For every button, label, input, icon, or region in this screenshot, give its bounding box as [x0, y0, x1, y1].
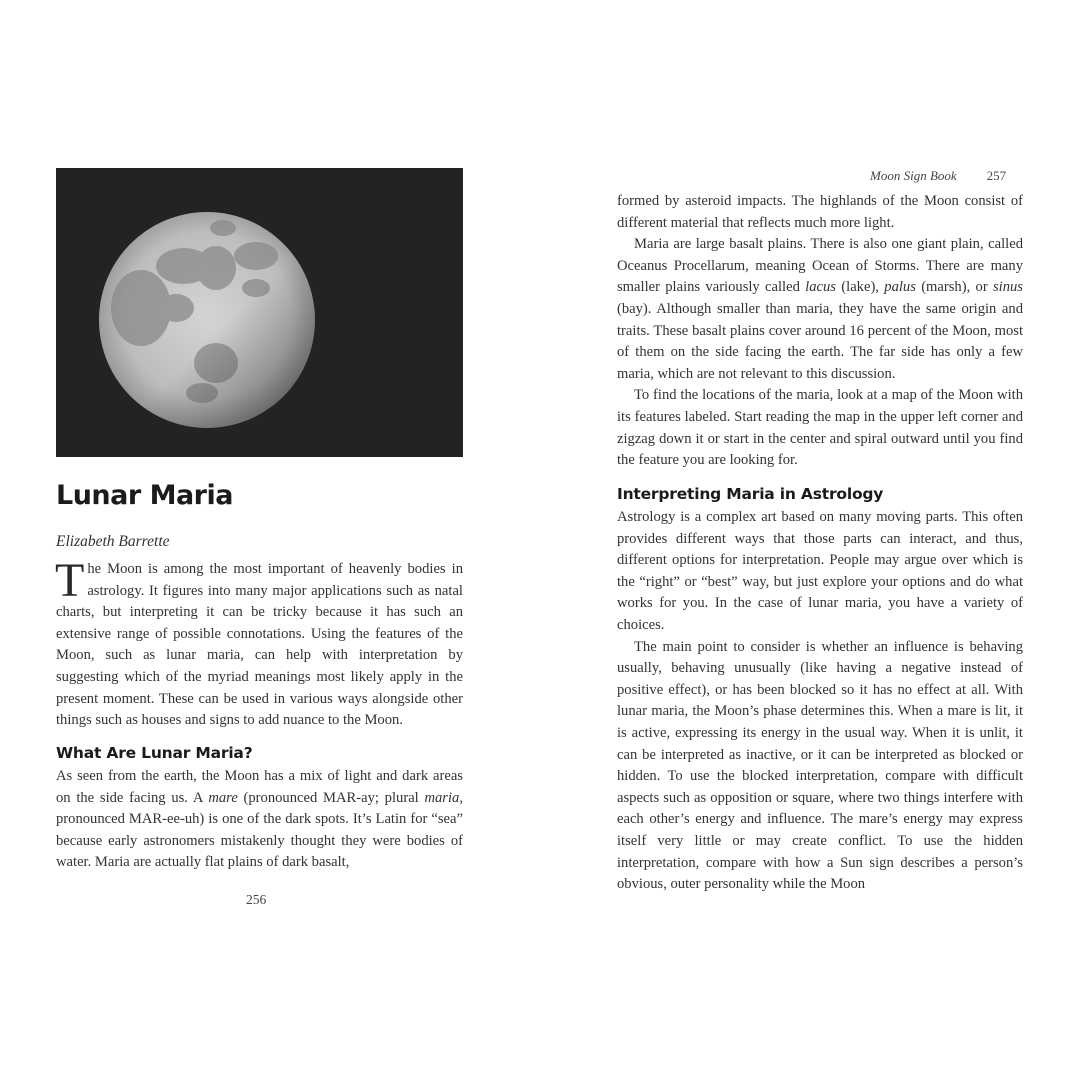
page-number-left: 256 [246, 892, 267, 907]
paragraph-astrology-complex: Astrology is a complex art based on many moving parts. This often provides different ways that those parts can interact, and thus, different options for interpretation. People may argue over which is the “right” or “best” way, but just explore your options and do what works for you. In the case of lunar maria, you have a variety of choices. [617, 509, 1023, 633]
right-page-body-top [617, 191, 1023, 472]
paragraph-continuation: formed by asteroid impacts. The highlands of the Moon consist of different material that reflects much more light. [617, 193, 1023, 231]
what-are-maria-paragraph: As seen from the earth, the Moon has a mix of light and dark areas on the side facing us. A mare (pronounced MAR-ay; plural maria, pronounced MAR-ee-uh) is one of the dark spots. It’s Latin for “sea” because early astronomers mistakenly thought they were bodies of water. Maria are actually flat plains of dark basalt, [56, 768, 463, 871]
section-heading-what-are-lunar-maria: What Are Lunar Maria? [56, 744, 253, 762]
right-page-body-bottom [617, 507, 1023, 896]
section-heading-interpreting-maria: Interpreting Maria in Astrology [617, 485, 884, 503]
paragraph-find-locations: To find the locations of the maria, look at a map of the Moon with its features labeled. Start reading the map in the upper left corner and zigzag down it or start in the center and spiral outward until you find the feature you are looking for. [617, 387, 1023, 469]
paragraph-main-point: The main point to consider is whether an influence is behaving usually, behaving unusually (like having a negative instead of positive effect), or has been blocked so it has no effect at all. With lunar maria, the Moon’s phase determines this. When a mare is lit, it is active, expressing its energy in the usual way. When it is unlit, it can be interpreted as inactive, or it can be interpreted as blocked or hidden. To use the blocked interpretation, compare with difficult aspects such as opposition or square, where two things interfere with each other’s energy and influence. The mare’s energy may express itself very little or may create conflict. To use the hidden interpretation, compare with how a Sun sign describes a person’s obvious, outer personality while the Moon [617, 638, 1023, 893]
paragraph-basalt-plains: Maria are large basalt plains. There is also one giant plain, called Oceanus Procellarum, meaning Ocean of Storms. There are many smaller plains variously called lacus (lake), palus (marsh), or sinus (bay). Although smaller than maria, they have the same origin and traits. These basalt plains cover around 16 percent of the Moon, most of them on the side facing the earth. The far side has only a few maria, which are not relevant to this discussion. [617, 236, 1023, 382]
running-head-title: Moon Sign Book [870, 168, 957, 183]
author-byline: Elizabeth Barrette [56, 533, 170, 550]
running-head [870, 168, 1006, 184]
page-number-right: 257 [986, 168, 1007, 183]
intro-paragraph: The Moon is among the most important of heavenly bodies in astrology. It figures into many major applications such as natal charts, but interpreting it can be tricky because it has such an extensive range of possible connotations. Using the features of the Moon, such as lunar maria, can help with interpretation by suggesting which of the myriad meanings most likely apply in the present moment. These can be used in various ways alongside other things such as houses and signs to add nuance to the Moon. [55, 554, 463, 729]
moon-image-icon [56, 168, 463, 457]
moon-photo [56, 168, 463, 457]
article-title: Lunar Maria [56, 480, 233, 511]
drop-cap: T [55, 554, 85, 607]
